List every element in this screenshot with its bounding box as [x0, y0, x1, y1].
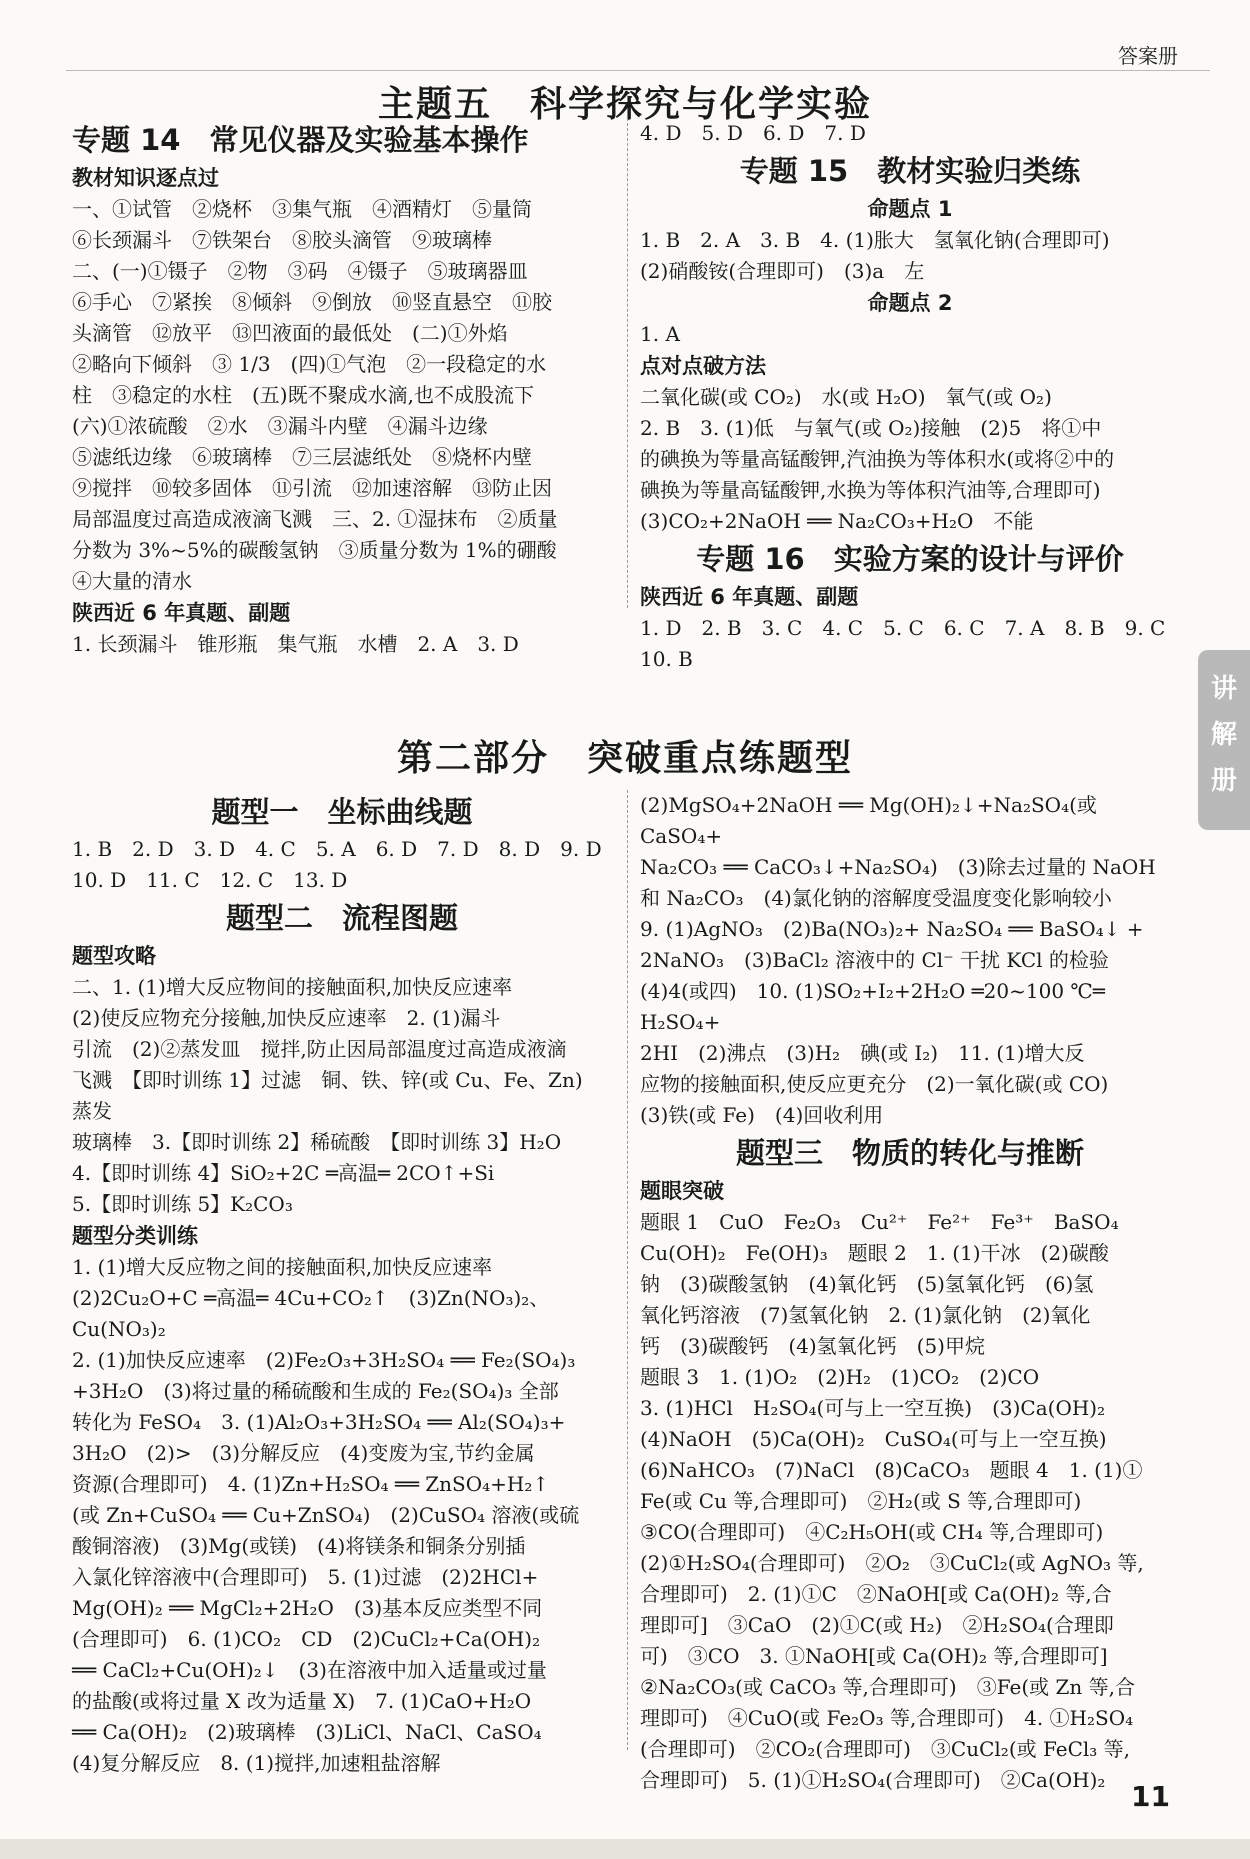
classify-title: 题型分类训练: [72, 1224, 198, 1248]
answer-line: 柱 ③稳定的水柱 (五)既不聚成水滴,也不成股流下: [72, 383, 534, 407]
answer-line: ⑨搅拌 ⑩较多固体 ⑪引流 ⑫加速溶解 ⑬防止因: [72, 476, 552, 500]
answer-line: 合理即可) 5. (1)①H₂SO₄(合理即可) ②Ca(OH)₂: [640, 1768, 1106, 1792]
answer-line: 应物的接触面积,使反应更充分 (2)一氧化碳(或 CO): [640, 1072, 1109, 1096]
type1-title: 题型一 坐标曲线题: [211, 795, 473, 829]
answer-line: (2)2Cu₂O+C ═高温═ 4Cu+CO₂↑ (3)Zn(NO₃)₂、Cu(NO₃)₂: [72, 1286, 550, 1341]
answer-line: Mg(OH)₂ ══ MgCl₂+2H₂O (3)基本反应类型不同: [72, 1596, 543, 1620]
answer-lines: [640, 1207, 1180, 1796]
answer-lines: [72, 972, 612, 1220]
method-title: 点对点破方法: [640, 354, 766, 378]
answer-lines: [640, 790, 1180, 1131]
answer-line: 10. D 11. C 12. C 13. D: [72, 868, 348, 892]
answer-line: (4)复分解反应 8. (1)搅拌,加速粗盐溶解: [72, 1751, 441, 1775]
answer-line: (2)①H₂SO₄(合理即可) ②O₂ ③CuCl₂(或 AgNO₃ 等,: [640, 1551, 1144, 1575]
answer-line: (2)硝酸铵(合理即可) (3)a 左: [640, 259, 925, 283]
answer-line: 3. (1)HCl H₂SO₄(可与上一空互换) (3)Ca(OH)₂: [640, 1396, 1106, 1420]
type2-title: 题型二 流程图题: [225, 901, 458, 935]
answer-line: 一、①试管 ②烧杯 ③集气瓶 ④酒精灯 ⑤量筒: [72, 197, 532, 221]
page-number: 11: [1131, 1780, 1170, 1813]
answer-line: 1. B 2. D 3. D 4. C 5. A 6. D 7. D 8. D 9. D: [72, 837, 602, 861]
answer-line: 二、(一)①镊子 ②物 ③码 ④镊子 ⑤玻璃器皿: [72, 259, 528, 283]
answer-line: 氧化钙溶液 (7)氢氧化钠 2. (1)氯化钠 (2)氧化: [640, 1303, 1091, 1327]
header-rule: [66, 70, 1210, 71]
answer-line: 1. 长颈漏斗 锥形瓶 集气瓶 水槽 2. A 3. D: [72, 632, 519, 656]
answer-line: Na₂CO₃ ══ CaCO₃↓+Na₂SO₄) (3)除去过量的 NaOH: [640, 855, 1156, 879]
answer-line: ④大量的清水: [72, 569, 192, 593]
answer-lines: [640, 319, 1180, 350]
point1-title: 命题点 1: [867, 197, 953, 221]
answer-line: (合理即可) ②CO₂(合理即可) ③CuCl₂(或 FeCl₃ 等,: [640, 1737, 1131, 1761]
answer-line: 2. B 3. (1)低 与氧气(或 O₂)接触 (2)5 将①中: [640, 416, 1102, 440]
answer-line: 局部温度过高造成液滴飞溅 三、2. ①湿抹布 ②质量: [72, 507, 558, 531]
section-title: 陕西近 6 年真题、副题: [640, 585, 859, 609]
answer-line: 二、1. (1)增大反应物间的接触面积,加快反应速率: [72, 975, 513, 999]
answer-line: 理即可) ④CuO(或 Fe₂O₃ 等,合理即可) 4. ①H₂SO₄: [640, 1706, 1134, 1730]
side-tab-label: 讲解册: [1211, 674, 1238, 796]
header-label: 答案册: [1118, 44, 1178, 68]
answer-line: ②Na₂CO₃(或 CaCO₃ 等,合理即可) ③Fe(或 Zn 等,合: [640, 1675, 1135, 1699]
answer-line: 酸铜溶液) (3)Mg(或镁) (4)将镁条和铜条分别插: [72, 1534, 526, 1558]
answer-line: 10. B: [640, 647, 693, 671]
answer-line: ⑥手心 ⑦紧挨 ⑧倾斜 ⑨倒放 ⑩竖直悬空 ⑪胶: [72, 290, 552, 314]
answer-line: (6)NaHCO₃ (7)NaCl (8)CaCO₃ 题眼 4 1. (1)①: [640, 1458, 1143, 1482]
left-bottom-column: [72, 790, 612, 1779]
bottom-edge: [0, 1839, 1250, 1859]
answer-line: 2NaNO₃ (3)BaCl₂ 溶液中的 Cl⁻ 干扰 KCl 的检验: [640, 948, 1109, 972]
answer-lines: [640, 225, 1180, 287]
answer-line: 碘换为等量高锰酸钾,水换为等体积汽油等,合理即可): [640, 478, 1101, 502]
answer-line: 钠 (3)碳酸氢钠 (4)氧化钙 (5)氢氧化钙 (6)氢: [640, 1272, 1094, 1296]
strategy-title: 题型攻略: [72, 944, 156, 968]
side-tab: [1198, 650, 1250, 830]
part2-title: 第二部分 突破重点练题型: [396, 738, 853, 779]
answer-line: 2. (1)加快反应速率 (2)Fe₂O₃+3H₂SO₄ ══ Fe₂(SO₄)₃: [72, 1348, 576, 1372]
focus-title: 题眼突破: [640, 1179, 724, 1203]
answer-line: 和 Na₂CO₃ (4)氯化钠的溶解度受温度变化影响较小: [640, 886, 1112, 910]
answer-line: 1. D 2. B 3. C 4. C 5. C 6. C 7. A 8. B 9. C: [640, 616, 1166, 640]
right-bottom-column: [640, 790, 1180, 1796]
answer-line: (合理即可) 6. (1)CO₂ CD (2)CuCl₂+Ca(OH)₂: [72, 1627, 541, 1651]
answer-line: (或 Zn+CuSO₄ ══ Cu+ZnSO₄) (2)CuSO₄ 溶液(或硫: [72, 1503, 580, 1527]
answer-line: Fe(或 Cu 等,合理即可) ②H₂(或 S 等,合理即可): [640, 1489, 1082, 1513]
answer-line: 4. D 5. D 6. D 7. D: [640, 121, 866, 145]
column-divider: [627, 118, 628, 608]
type3-title: 题型三 物质的转化与推断: [735, 1136, 1084, 1170]
answer-line: 题眼 1 CuO Fe₂O₃ Cu²⁺ Fe²⁺ Fe³⁺ BaSO₄: [640, 1210, 1119, 1234]
answer-line: 1. B 2. A 3. B 4. (1)胀大 氢氧化钠(合理即可): [640, 228, 1110, 252]
answer-line: ══ Ca(OH)₂ (2)玻璃棒 (3)LiCl、NaCl、CaSO₄: [72, 1720, 542, 1744]
answer-line: ③CO(合理即可) ④C₂H₅OH(或 CH₄ 等,合理即可): [640, 1520, 1104, 1544]
answer-line: (六)①浓硫酸 ②水 ③漏斗内壁 ④漏斗边缘: [72, 414, 488, 438]
answer-line: Cu(OH)₂ Fe(OH)₃ 题眼 2 1. (1)干冰 (2)碳酸: [640, 1241, 1109, 1265]
answer-lines: [640, 382, 1180, 537]
section-title: 陕西近 6 年真题、副题: [72, 601, 291, 625]
answer-line: 转化为 FeSO₄ 3. (1)Al₂O₃+3H₂SO₄ ══ Al₂(SO₄)₃+: [72, 1410, 566, 1434]
answer-lines: [72, 1252, 612, 1779]
answer-line: 合理即可) 2. (1)①C ②NaOH[或 Ca(OH)₂ 等,合: [640, 1582, 1112, 1606]
answer-line: 9. (1)AgNO₃ (2)Ba(NO₃)₂+ Na₂SO₄ ══ BaSO₄↓ +: [640, 917, 1144, 941]
answer-line: 3H₂O (2)> (3)分解反应 (4)变废为宝,节约金属: [72, 1441, 535, 1465]
answer-lines: [72, 629, 612, 660]
answer-line: 1. A: [640, 322, 680, 346]
answer-line: 玻璃棒 3.【即时训练 2】稀硫酸 【即时训练 3】H₂O: [72, 1130, 562, 1154]
answer-line: (4)4(或四) 10. (1)SO₂+I₂+2H₂O ═20~100 ℃═ H₂SO₄+: [640, 979, 1105, 1034]
answer-line: ②略向下倾斜 ③ 1/3 (四)①气泡 ②一段稳定的水: [72, 352, 547, 376]
point2-title: 命题点 2: [867, 291, 953, 315]
answer-line: 引流 (2)②蒸发皿 搅拌,防止因局部温度过高造成液滴: [72, 1037, 567, 1061]
answer-line: 5.【即时训练 5】K₂CO₃: [72, 1192, 293, 1216]
answer-line: 的碘换为等量高锰酸钾,汽油换为等体积水(或将②中的: [640, 447, 1115, 471]
answer-line: ⑥长颈漏斗 ⑦铁架台 ⑧胶头滴管 ⑨玻璃棒: [72, 228, 492, 252]
answer-line: (2)MgSO₄+2NaOH ══ Mg(OH)₂↓+Na₂SO₄(或 CaSO₄+: [640, 793, 1097, 848]
answer-line: 1. (1)增大反应物之间的接触面积,加快反应速率: [72, 1255, 493, 1279]
answer-line: 可) ③CO 3. ①NaOH[或 Ca(OH)₂ 等,合理即可]: [640, 1644, 1108, 1668]
left-top-column: [72, 118, 612, 660]
answer-line: ⑤滤纸边缘 ⑥玻璃棒 ⑦三层滤纸处 ⑧烧杯内壁: [72, 445, 532, 469]
answer-line: 理即可] ③CaO (2)①C(或 H₂) ②H₂SO₄(合理即: [640, 1613, 1114, 1637]
answer-lines: [72, 194, 612, 597]
answer-line: 的盐酸(或将过量 X 改为适量 X) 7. (1)CaO+H₂O: [72, 1689, 532, 1713]
answer-line: 分数为 3%~5%的碳酸氢钠 ③质量分数为 1%的硼酸: [72, 538, 557, 562]
answer-line: ══ CaCl₂+Cu(OH)₂↓ (3)在溶液中加入适量或过量: [72, 1658, 547, 1682]
answer-line: 头滴管 ⑫放平 ⑬凹液面的最低处 (二)①外焰: [72, 321, 508, 345]
answer-line: 资源(合理即可) 4. (1)Zn+H₂SO₄ ══ ZnSO₄+H₂↑: [72, 1472, 550, 1496]
topic16-title: 专题 16 实验方案的设计与评价: [696, 542, 1124, 576]
answer-line: (3)铁(或 Fe) (4)回收利用: [640, 1103, 884, 1127]
column-divider: [627, 790, 628, 1750]
answer-line: 飞溅 【即时训练 1】过滤 铜、铁、锌(或 Cu、Fe、Zn) 蒸发: [72, 1068, 603, 1123]
answer-lines: [72, 834, 612, 896]
topic15-title: 专题 15 教材实验归类练: [739, 154, 1081, 188]
answer-line: 4.【即时训练 4】SiO₂+2C ═高温═ 2CO↑+Si: [72, 1161, 495, 1185]
answer-line: (3)CO₂+2NaOH ══ Na₂CO₃+H₂O 不能: [640, 509, 1034, 533]
main-title: 主题五 科学探究与化学实验: [377, 84, 872, 125]
topic14-title: 专题 14 常见仪器及实验基本操作: [72, 123, 529, 157]
answer-line: (4)NaOH (5)Ca(OH)₂ CuSO₄(可与上一空互换): [640, 1427, 1107, 1451]
answer-line: +3H₂O (3)将过量的稀硫酸和生成的 Fe₂(SO₄)₃ 全部: [72, 1379, 559, 1403]
answer-line: 2HI (2)沸点 (3)H₂ 碘(或 I₂) 11. (1)增大反: [640, 1041, 1085, 1065]
answer-line: 钙 (3)碳酸钙 (4)氢氧化钙 (5)甲烷: [640, 1334, 985, 1358]
answer-line: (2)使反应物充分接触,加快反应速率 2. (1)漏斗: [72, 1006, 501, 1030]
section-title: 教材知识逐点过: [72, 166, 219, 190]
answer-line: 题眼 3 1. (1)O₂ (2)H₂ (1)CO₂ (2)CO: [640, 1365, 1040, 1389]
answer-lines: [640, 613, 1180, 675]
answer-line: 入氯化锌溶液中(合理即可) 5. (1)过滤 (2)2HCl+: [72, 1565, 539, 1589]
answer-line: 二氧化碳(或 CO₂) 水(或 H₂O) 氧气(或 O₂): [640, 385, 1052, 409]
right-top-column: [640, 118, 1180, 675]
